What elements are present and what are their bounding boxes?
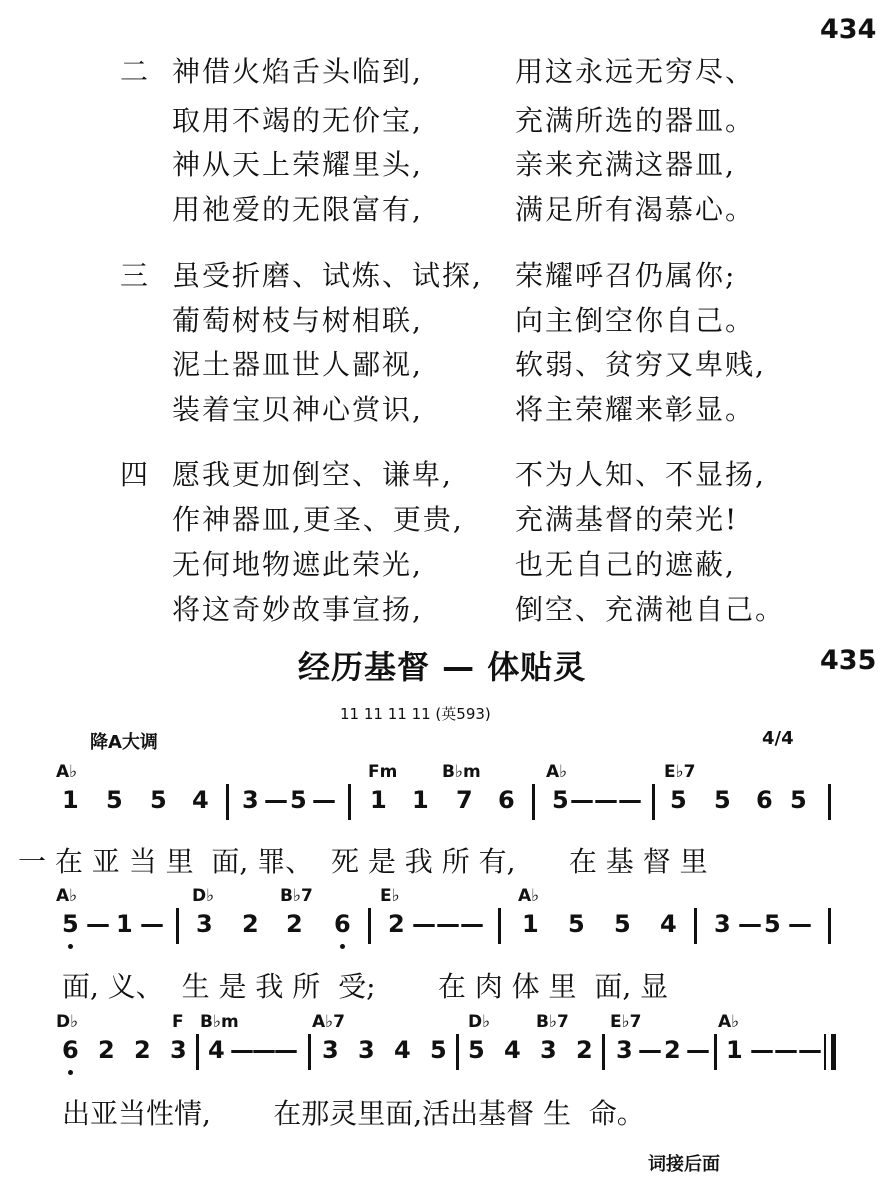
bar-line [368, 908, 371, 944]
note: 1 [412, 786, 429, 814]
note: 3 [322, 1036, 339, 1064]
lyric-line-left: 取用不竭的无价宝, [172, 104, 423, 137]
chord-symbol: Fm [368, 762, 398, 782]
note: 3 [358, 1036, 375, 1064]
dash: — [264, 786, 288, 814]
note: 3 [540, 1036, 557, 1064]
note: 2 [664, 1036, 681, 1064]
note: 1 [116, 910, 133, 938]
time-signature: 4/4 [762, 728, 794, 749]
lyric-line-left: 神借火焰舌头临到, [172, 55, 423, 88]
stanza-number: 三 [120, 259, 149, 292]
footer-note: 词接后面 [648, 1154, 720, 1175]
note: 1 [726, 1036, 743, 1064]
dash: — [788, 910, 812, 938]
note: 5 [764, 910, 781, 938]
lyric-line-left: 将这奇妙故事宣扬, [172, 593, 423, 626]
bar-line [348, 784, 351, 820]
note: 2 [98, 1036, 115, 1064]
chord-symbol: E♭ [380, 886, 400, 906]
lyric-line-left: 无何地物遮此荣光, [172, 548, 423, 581]
score-lyrics: 一 在 亚 当 里 面, 罪、 死 是 我 所 有, 在 基 督 里 [18, 845, 708, 878]
dash: — [412, 910, 436, 938]
bar-line [456, 1034, 459, 1070]
lower-octave-dot [68, 1070, 73, 1075]
note: 3 [196, 910, 213, 938]
lyric-line-left: 葡萄树枝与树相联, [172, 304, 423, 337]
dash: — [774, 1036, 798, 1064]
chord-symbol: B♭7 [536, 1012, 569, 1032]
lower-octave-dot [340, 944, 345, 949]
note: 5 [552, 786, 569, 814]
chord-symbol: D♭ [56, 1012, 79, 1032]
lyric-line-left: 虽受折磨、试炼、试探, [172, 259, 483, 292]
chord-symbol: A♭ [56, 762, 78, 782]
dash: — [140, 910, 164, 938]
chord-symbol: A♭ [56, 886, 78, 906]
note: 4 [192, 786, 209, 814]
dash: — [274, 1036, 298, 1064]
note: 5 [468, 1036, 485, 1064]
lyric-line-left: 泥土器皿世人鄙视, [172, 348, 423, 381]
chord-symbol: E♭7 [610, 1012, 642, 1032]
lyric-line-right: 软弱、贫穷又卑贱, [515, 348, 766, 381]
bar-line [828, 908, 831, 944]
bar-line [652, 784, 655, 820]
note: 5 [614, 910, 631, 938]
dash: — [230, 1036, 254, 1064]
note: 4 [660, 910, 677, 938]
chord-symbol: D♭ [192, 886, 215, 906]
bar-line [714, 1034, 717, 1070]
note: 1 [370, 786, 387, 814]
lyric-line-left: 用祂爱的无限富有, [172, 193, 423, 226]
bar-line [694, 908, 697, 944]
dash: — [618, 786, 642, 814]
dash: — [436, 910, 460, 938]
chord-symbol: A♭ [718, 1012, 740, 1032]
note: 3 [714, 910, 731, 938]
lyric-line-left: 愿我更加倒空、谦卑, [172, 458, 453, 491]
note: 6 [334, 910, 351, 938]
score-lyrics: 出亚当性情, 在那灵里面,活出基督 生 命。 [62, 1097, 645, 1130]
lyric-line-right: 亲来充满这器皿, [515, 148, 736, 181]
dash: — [750, 1036, 774, 1064]
note: 5 [150, 786, 167, 814]
score-lyrics: 面, 义、 生 是 我 所 受; 在 肉 体 里 面, 显 [62, 970, 669, 1003]
lyric-line-left: 作神器皿,更圣、更贵, [172, 503, 464, 536]
note: 2 [388, 910, 405, 938]
lyric-line-right: 用这永远无穷尽、 [515, 55, 756, 88]
note: 5 [62, 910, 79, 938]
note: 5 [670, 786, 687, 814]
note: 4 [394, 1036, 411, 1064]
lyric-line-right: 满足所有渴慕心。 [515, 193, 756, 226]
chord-symbol: A♭ [518, 886, 540, 906]
note: 6 [756, 786, 773, 814]
bar-line [176, 908, 179, 944]
stanza-number: 二 [120, 55, 149, 88]
note: 3 [242, 786, 259, 814]
chord-symbol: B♭7 [280, 886, 313, 906]
note: 4 [208, 1036, 225, 1064]
chord-symbol: D♭ [468, 1012, 491, 1032]
note: 7 [456, 786, 473, 814]
dash: — [312, 786, 336, 814]
chord-symbol: E♭7 [664, 762, 696, 782]
note: 6 [62, 1036, 79, 1064]
note: 6 [498, 786, 515, 814]
final-bar-line-thin [824, 1034, 826, 1070]
chord-symbol: A♭ [546, 762, 568, 782]
note: 3 [616, 1036, 633, 1064]
bar-line [602, 1034, 605, 1070]
note: 2 [286, 910, 303, 938]
note: 3 [170, 1036, 187, 1064]
note: 1 [522, 910, 539, 938]
dash: — [686, 1036, 710, 1064]
chord-symbol: A♭7 [312, 1012, 346, 1032]
lyric-line-right: 荣耀呼召仍属你; [515, 259, 737, 292]
bar-line [308, 1034, 311, 1070]
bar-line [828, 784, 831, 820]
note: 5 [290, 786, 307, 814]
bar-line [532, 784, 535, 820]
chord-symbol: B♭m [200, 1012, 239, 1032]
dash: — [86, 910, 110, 938]
dash: — [738, 910, 762, 938]
dash: — [460, 910, 484, 938]
note: 5 [106, 786, 123, 814]
note: 5 [714, 786, 731, 814]
page-number-434: 434 [820, 14, 877, 45]
lyric-line-right: 充满所选的器皿。 [515, 104, 756, 137]
chord-symbol: B♭m [442, 762, 481, 782]
lyric-line-right: 也无自己的遮蔽, [515, 548, 736, 581]
lyric-line-right: 充满基督的荣光! [515, 503, 739, 536]
dash: — [638, 1036, 662, 1064]
lyric-line-right: 不为人知、不显扬, [515, 458, 766, 491]
note: 1 [62, 786, 79, 814]
note: 2 [576, 1036, 593, 1064]
bar-line [226, 784, 229, 820]
page-number-435: 435 [820, 645, 877, 676]
dash: — [798, 1036, 822, 1064]
final-bar-line-thick [831, 1034, 836, 1070]
key-signature: 降A大调 [90, 732, 158, 753]
note: 4 [504, 1036, 521, 1064]
note: 5 [568, 910, 585, 938]
dash: — [570, 786, 594, 814]
dash: — [594, 786, 618, 814]
lyric-line-right: 将主荣耀来彰显。 [515, 393, 756, 426]
hymn-title: 经历基督 — 体贴灵 [298, 648, 587, 686]
bar-line [498, 908, 501, 944]
lyric-line-right: 向主倒空你自己。 [515, 304, 756, 337]
note: 2 [134, 1036, 151, 1064]
bar-line [196, 1034, 199, 1070]
lower-octave-dot [68, 944, 73, 949]
lyric-line-left: 神从天上荣耀里头, [172, 148, 423, 181]
note: 5 [790, 786, 807, 814]
note: 5 [430, 1036, 447, 1064]
dash: — [252, 1036, 276, 1064]
lyric-line-left: 装着宝贝神心赏识, [172, 393, 423, 426]
stanza-number: 四 [120, 458, 149, 491]
note: 2 [242, 910, 259, 938]
chord-symbol: F [172, 1012, 184, 1032]
meter-label: 11 11 11 11 (英593) [340, 705, 491, 723]
lyric-line-right: 倒空、充满祂自己。 [515, 593, 786, 626]
